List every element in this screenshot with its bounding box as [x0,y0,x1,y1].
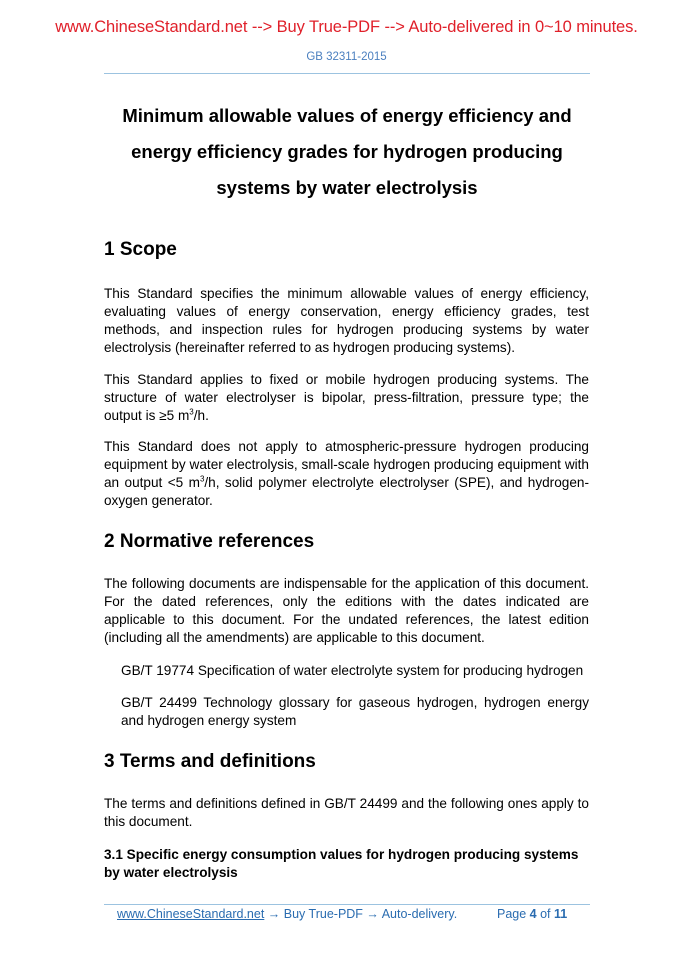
section-heading-scope: 1 Scope [104,239,177,260]
scope-paragraph-2: This Standard applies to fixed or mobile hydrogen producing systems. The structure of water electrolyser is bipolar, press-filtration, pressure type; the output is ≥5 $m^3/h$. [104,372,589,423]
subsection-heading-3-1: 3.1 Specific energy consumption values for hydrogen producing systems by water electrolysis [104,847,579,880]
section-heading-normative-references: 2 Normative references [104,531,315,552]
reference-item: GB/T 24499 Technology glossary for gaseous hydrogen, hydrogen energy and hydrogen energy system [121,695,589,728]
current-page: 4 [529,907,537,921]
footer-text: → Buy True-PDF → Auto-delivery. [264,907,458,921]
section-heading-terms: 3 Terms and definitions [104,751,316,772]
reference-item: GB/T 19774 Specification of water electrolyte system for producing hydrogen [121,663,584,678]
document-title [104,98,590,206]
document-id: GB 32311-2015 [306,51,387,63]
page-footer [117,907,587,921]
terms-paragraph: The terms and definitions defined in GB/T 24499 and the following ones apply to this document. [104,796,589,829]
title-line-2: energy efficiency grades for hydrogen producing [131,141,563,162]
title-line-1: Minimum allowable values of energy efficiency and [122,105,572,126]
title-line-3: systems by water electrolysis [216,177,478,198]
scope-paragraph-3: This Standard does not apply to atmospheric-pressure hydrogen producing equipment by water electrolysis, small-scale hydrogen producing equipment with an output <5 $m^3/h$, solid polymer electrolyte electrolyser (SPE), and hydrogen-oxygen generator. [104,439,589,508]
promo-banner: www.ChineseStandard.net --> Buy True-PDF --> Auto-delivered in 0~10 minutes. [55,18,638,36]
total-pages: 11 [554,907,568,921]
chinesestandard-link[interactable]: www.ChineseStandard.net [117,907,265,921]
page-indicator: Page 4 of 11 [497,907,568,921]
header-divider [104,73,590,74]
normative-paragraph: The following documents are indispensable for the application of this document. For the dated references, only the editions with the dates indicated are applicable to this document. For the undated references, the latest edition (including all the amendments) are applicable to this document. [104,576,589,645]
footer-divider [104,904,590,905]
scope-paragraph-1: This Standard specifies the minimum allowable values of energy efficiency, evaluating values of energy conservation, energy efficiency grades, test methods, and inspection rules for hydrogen producing systems by water electrolysis (hereinafter referred to as hydrogen producing systems). [104,286,589,355]
